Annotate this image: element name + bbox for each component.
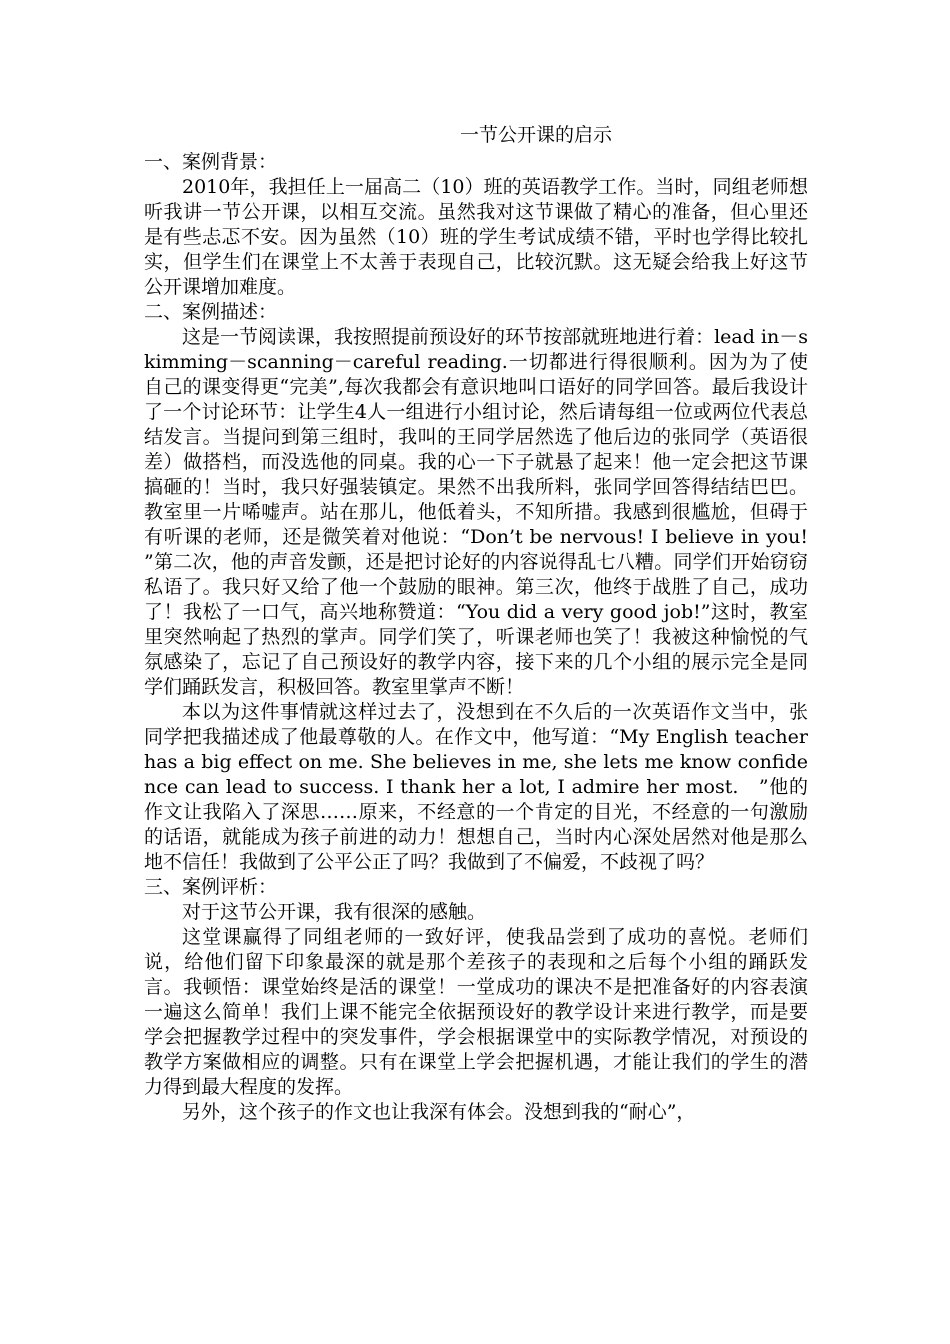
section-heading: 二、案例描述： <box>144 301 278 323</box>
section-description <box>144 300 808 875</box>
paragraph: 这是一节阅读课，我按照提前预设好的环节按部就班地进行着：lead in－skimming－scanning－careful reading.一切都进行得很顺利。因为为了使自己的课变得更“完美”,每次我都会有意识地叫口语好的同学回答。最后我设计了一个讨论环节：让学生4人一组进行小组讨论，然后请每组一位或两位代表总结发言。当提问到第三组时，我叫的王同学居然选了他后边的张同学（英语很差）做搭档，而没选他的同桌。我的心一下子就悬了起来！他一定会把这节课搞砸的！当时，我只好强装镇定。果然不出我所料，张同学回答得结结巴巴。教室里一片唏嘘声。站在那儿，他低着头，不知所措。我感到很尴尬，但碍于有听课的老师，还是微笑着对他说：“Don’t be nervous! I believe in you! ”第二次，他的声音发颤，还是把讨论好的内容说得乱七八糟。同学们开始窃窃私语了。我只好又给了他一个鼓励的眼神。第三次，他终于战胜了自己，成功了！我松了一口气，高兴地称赞道：“You did a very good job!”这时，教室里突然响起了热烈的掌声。同学们笑了，听课老师也笑了！我被这种愉悦的气氛感染了，忘记了自己预设好的教学内容，接下来的几个小组的展示完全是同学们踊跃发言，积极回答。教室里掌声不断！ <box>144 326 808 698</box>
paragraph: 这堂课赢得了同组老师的一致好评，使我品尝到了成功的喜悦。老师们说，给他们留下印象最深的就是那个差孩子的表现和之后每个小组的踊跃发言。我顿悟：课堂始终是活的课堂！一堂成功的课决不是把准备好的内容表演一遍这么简单！我们上课不能完全依据预设好的教学设计来进行教学，而是要学会把握教学过程中的突发事件，学会根据课堂中的实际教学情况，对预设的教学方案做相应的调整。只有在课堂上学会把握机遇，才能让我们的学生的潜力得到最大程度的发挥。 <box>144 926 808 1098</box>
section-background <box>144 150 808 300</box>
paragraph: 本以为这件事情就这样过去了，没想到在不久后的一次英语作文当中，张同学把我描述成了他最尊敬的人。在作文中，他写道：“My English teacher has a big effect on me. She believes in me, she lets me know confidence can lead to success. I thank her a lot, I admire her most. ”他的作文让我陷入了深思……原来，不经意的一个肯定的目光，不经意的一句激励的话语，就能成为孩子前进的动力！想想自己，当时内心深处居然对他是那么地不信任！我做到了公平公正了吗？我做到了不偏爱，不歧视了吗？ <box>144 701 808 873</box>
section-analysis <box>144 875 808 1125</box>
document-page <box>144 120 808 1125</box>
section-heading: 一、案例背景： <box>144 151 278 173</box>
section-heading: 三、案例评析： <box>144 876 278 898</box>
paragraph: 对于这节公开课，我有很深的感触。 <box>182 901 487 923</box>
paragraph: 2010年，我担任上一届高二（10）班的英语教学工作。当时，同组老师想听我讲一节公开课，以相互交流。虽然我对这节课做了精心的准备，但心里还是有些忐忑不安。因为虽然（10）班的学生考试成绩不错，平时也学得比较扎实，但学生们在课堂上不太善于表现自己，比较沉默。这无疑会给我上好这节公开课增加难度。 <box>144 176 808 298</box>
paragraph: 另外，这个孩子的作文也让我深有体会。没想到我的“耐心”， <box>182 1101 696 1123</box>
document-title: 一节公开课的启示 <box>460 124 613 146</box>
